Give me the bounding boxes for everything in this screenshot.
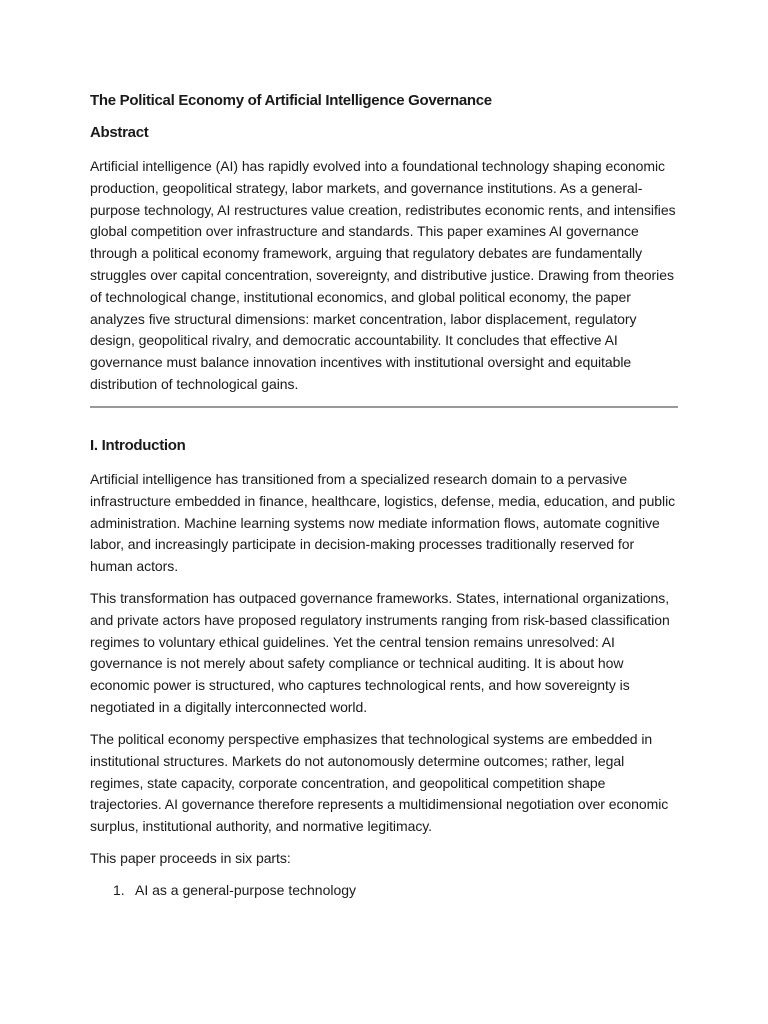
introduction-paragraph-2: This transformation has outpaced governance frameworks. States, international organizations, and private actors have proposed regulatory instruments ranging from risk-based classification regimes to voluntary ethical guidelines. Yet the central tension remains unresolved: AI governance is not merely about safety compliance or technical auditing. It is about how economic power is structured, who captures technological rents, and how sovereignty is negotiated in a digitally interconnected world. bbox=[90, 590, 670, 715]
introduction-paragraph-3: The political economy perspective emphasizes that technological systems are embedded in institutional structures. Markets do not autonomously determine outcomes; rather, legal regimes, state capacity, corporate concentration, and geopolitical competition shape trajectories. AI governance therefore represents a multidimensional negotiation over economic surplus, institutional authority, and normative legitimacy. bbox=[90, 731, 669, 835]
abstract-paragraph: Artificial intelligence (AI) has rapidly evolved into a foundational technology shaping economic production, geopolitical strategy, labor markets, and governance institutions. As a general-purpose technology, AI restructures value creation, redistributes economic rents, and intensifies global competition over infrastructure and standards. This paper examines AI governance through a political economy framework, arguing that regulatory debates are fundamentally struggles over capital concentration, sovereignty, and distributive justice. Drawing from theories of technological change, institutional economics, and global political economy, the paper analyzes five structural dimensions: market concentration, labor displacement, regulatory design, geopolitical rivalry, and democratic accountability. It concludes that effective AI governance must balance innovation incentives with institutional oversight and equitable distribution of technological gains. bbox=[90, 158, 676, 392]
introduction-paragraph-1: Artificial intelligence has transitioned from a specialized research domain to a pervasive infrastructure embedded in finance, healthcare, logistics, defense, media, education, and public administration. Machine learning systems now mediate information flows, automate cognitive labor, and increasingly participate in decision-making processes traditionally reserved for human actors. bbox=[90, 471, 676, 575]
abstract-heading: Abstract bbox=[90, 124, 149, 141]
introduction-paragraph-4: This paper proceeds in six parts: bbox=[90, 850, 291, 866]
list-item-text: AI as a general-purpose technology bbox=[135, 882, 357, 898]
list-item bbox=[90, 879, 356, 901]
parts-list bbox=[90, 879, 356, 901]
section-divider bbox=[90, 406, 678, 408]
list-item-number: 1. bbox=[113, 882, 125, 898]
introduction-heading: I. Introduction bbox=[90, 437, 186, 454]
document-title: The Political Economy of Artificial Intelligence Governance bbox=[90, 92, 492, 109]
